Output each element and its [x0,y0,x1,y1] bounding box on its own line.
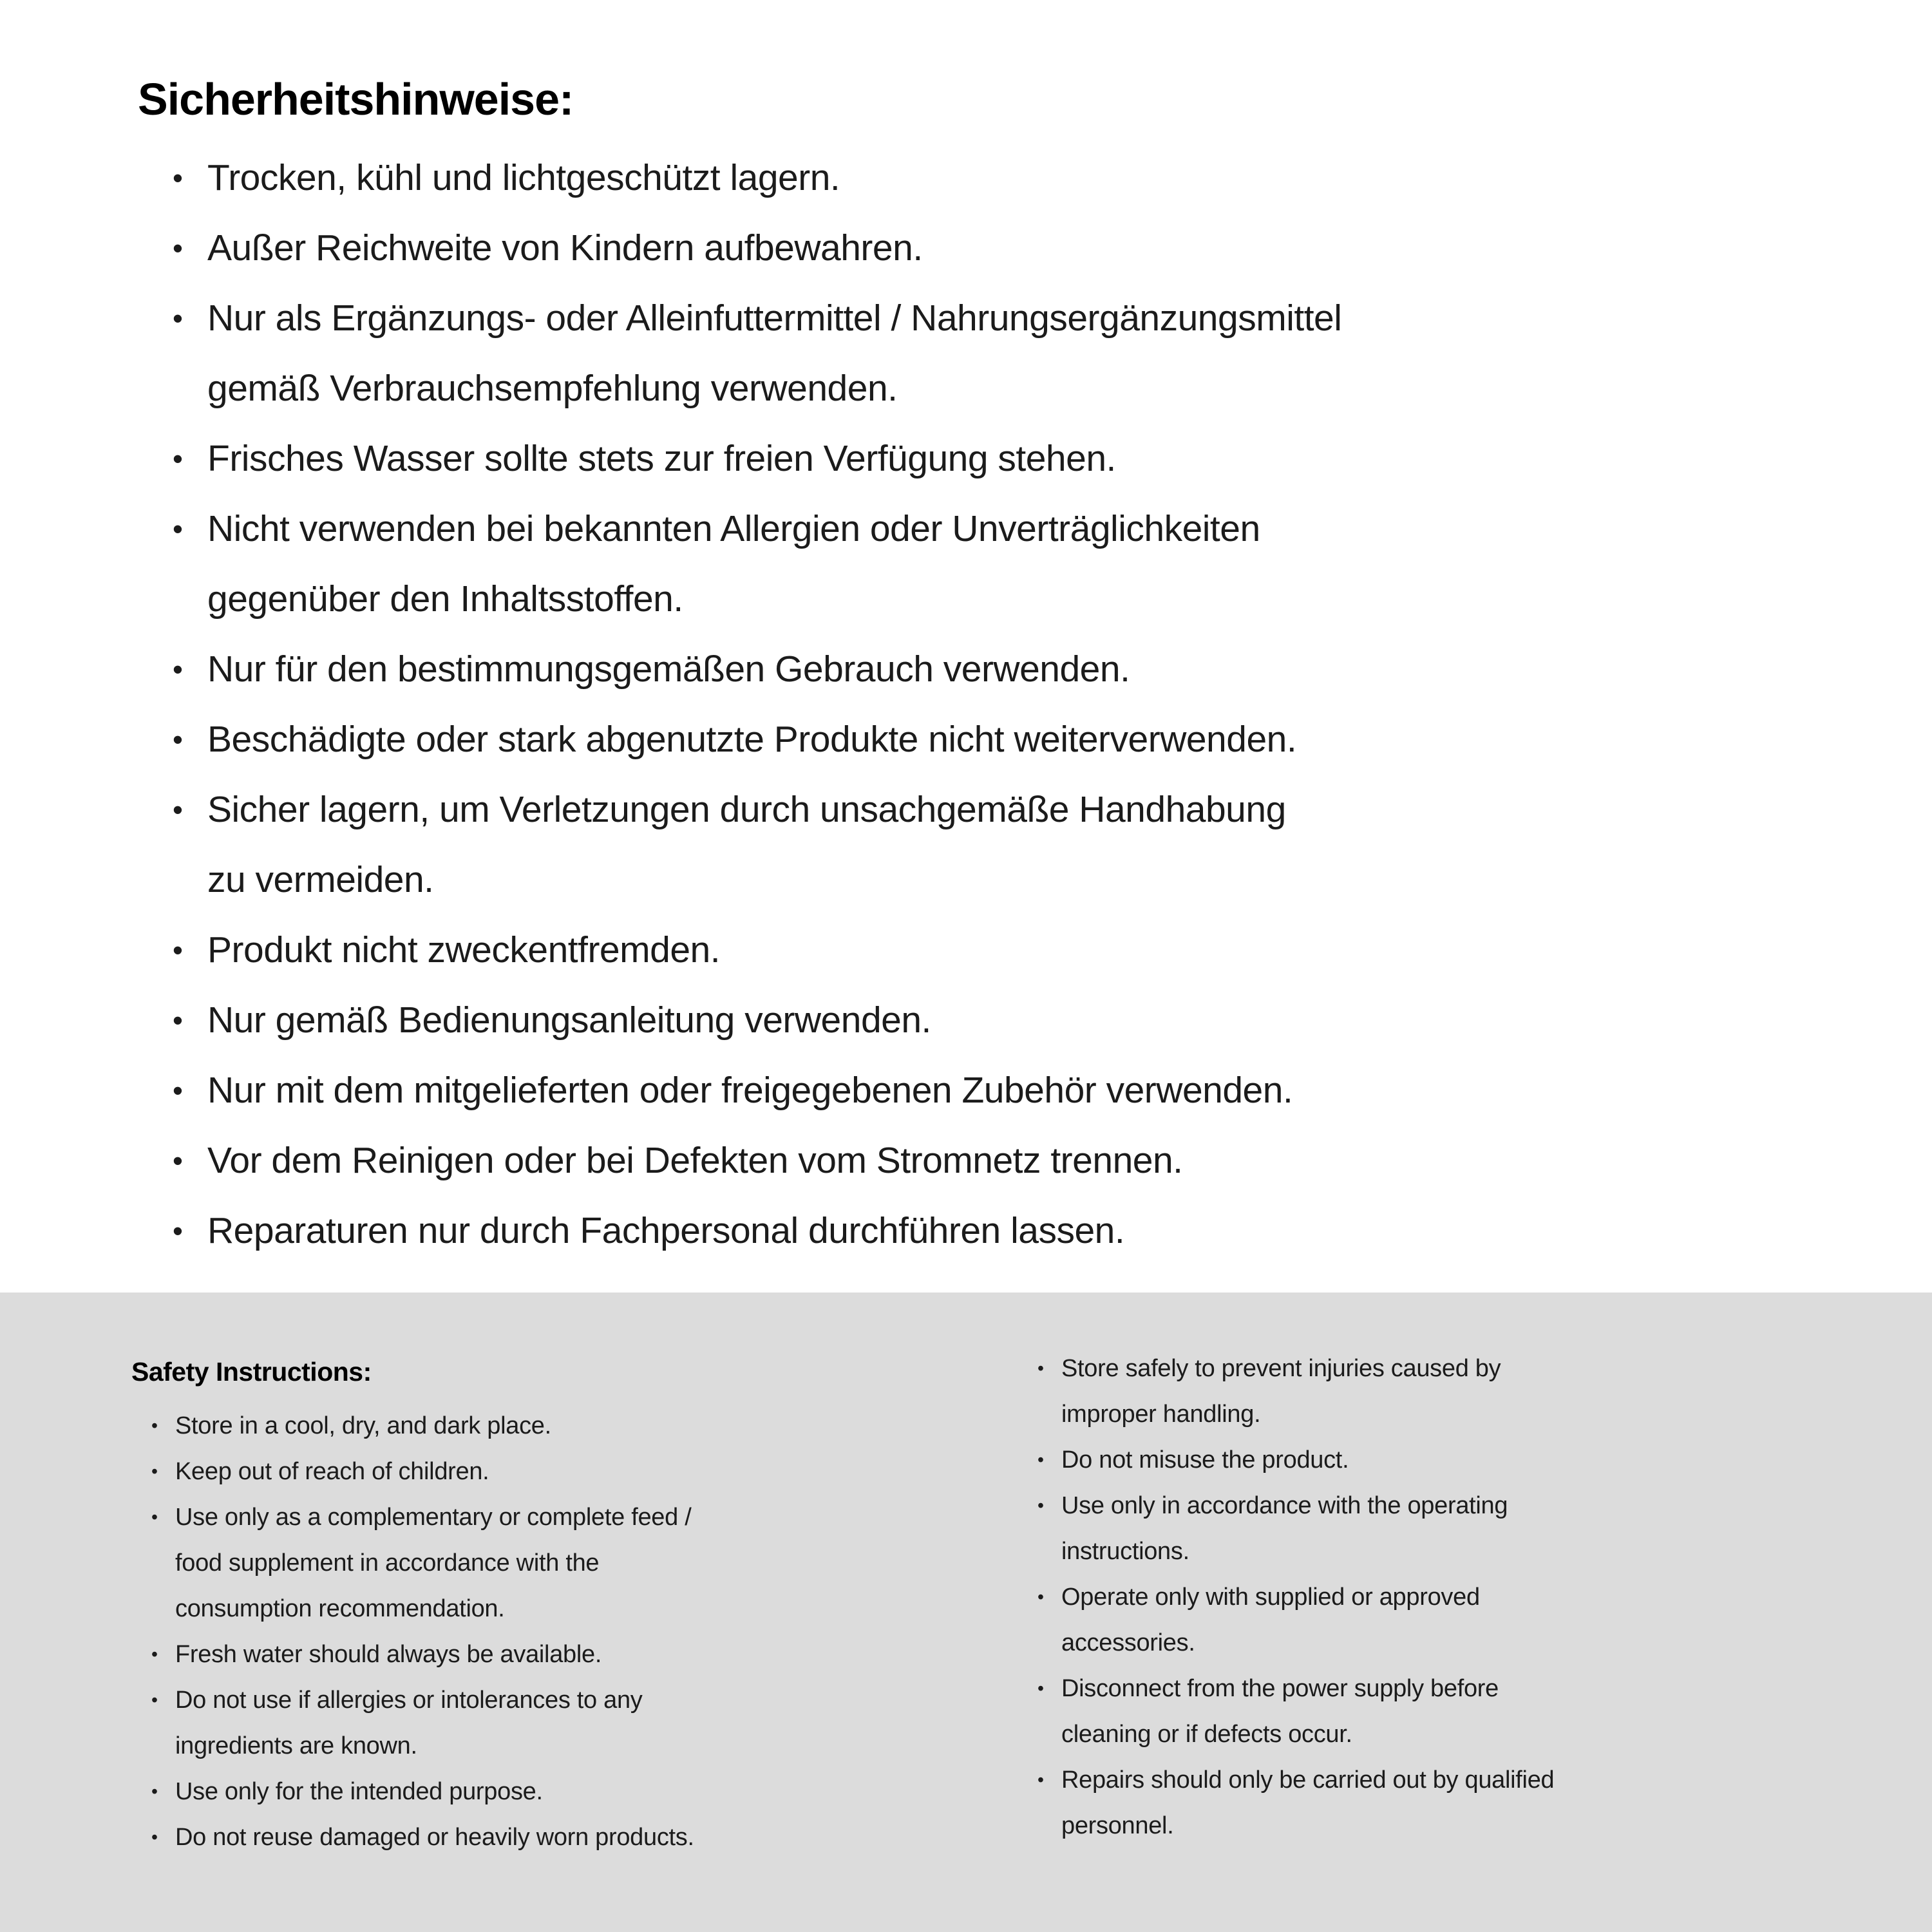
bullet-dot: • [1037,1358,1044,1379]
german-heading: Sicherheitshinweise: [138,74,574,124]
list-item [138,705,1851,775]
list-item [151,1449,1014,1495]
list-item-text: Use only in accordance with the operating instructions. [1061,1492,1508,1565]
english-instructions-list-right [1037,1346,1913,1849]
list-item-text: Do not misuse the product. [1061,1446,1349,1473]
bullet-dot: • [173,1144,183,1177]
english-section-band [0,1293,1932,1932]
list-item-text: Use only as a complementary or complete feed / food supplement in accordance with the consumption recommendation. [175,1504,692,1622]
bullet-dot: • [173,793,183,826]
list-item-text: Disconnect from the power supply before cleaning or if defects occur. [1061,1675,1499,1748]
bullet-dot: • [173,1004,183,1037]
list-item-text: Store in a cool, dry, and dark place. [175,1412,551,1439]
list-item-text: Nur als Ergänzungs- oder Alleinfuttermittel / Nahrungsergänzungsmittel gemäß Verbrauchsempfehlung verwenden. [207,298,1342,409]
bullet-dot: • [1037,1678,1044,1699]
list-item-text: Fresh water should always be available. [175,1641,602,1668]
list-item-text: Frisches Wasser sollte stets zur freien Verfügung stehen. [207,438,1116,479]
bullet-dot: • [173,1215,183,1247]
list-item [1037,1483,1913,1575]
bullet-dot: • [173,653,183,686]
bullet-dot: • [151,1507,158,1528]
list-item [151,1769,1014,1815]
bullet-dot: • [1037,1770,1044,1790]
list-item [138,143,1851,213]
list-item-text: Beschädigte oder stark abgenutzte Produkte nicht weiterverwenden. [207,719,1297,760]
english-right-column [1037,1346,1913,1849]
list-item [138,985,1851,1056]
list-item-text: Keep out of reach of children. [175,1458,489,1485]
bullet-dot: • [1037,1450,1044,1470]
list-item [138,424,1851,494]
list-item-text: Operate only with supplied or approved accessories. [1061,1584,1480,1656]
list-item [138,1126,1851,1196]
bullet-dot: • [173,934,183,967]
list-item-text: Reparaturen nur durch Fachpersonal durchführen lassen. [207,1210,1125,1251]
list-item [151,1678,1014,1769]
list-item [138,775,1851,915]
english-heading: Safety Instructions: [131,1357,372,1387]
list-item [1037,1666,1913,1757]
bullet-dot: • [151,1827,158,1848]
bullet-dot: • [1037,1587,1044,1607]
german-section [138,72,1851,1266]
bullet-dot: • [173,723,183,756]
german-instructions-list [138,143,1851,1266]
bullet-dot: • [151,1644,158,1665]
list-item-text: Sicher lagern, um Verletzungen durch unsachgemäße Handhabung zu vermeiden. [207,789,1286,900]
list-item-text: Do not use if allergies or intolerances to any ingredients are known. [175,1687,643,1759]
list-item [138,283,1851,424]
list-item-text: Trocken, kühl und lichtgeschützt lagern. [207,157,840,198]
list-item-text: Produkt nicht zweckentfremden. [207,929,721,971]
list-item-text: Use only for the intended purpose. [175,1778,543,1805]
bullet-dot: • [151,1690,158,1710]
list-item [138,634,1851,705]
bullet-dot: • [173,442,183,475]
list-item [151,1403,1014,1449]
list-item [1037,1575,1913,1666]
list-item [1037,1346,1913,1437]
bullet-dot: • [1037,1495,1044,1516]
bullet-dot: • [151,1416,158,1436]
list-item-text: Store safely to prevent injuries caused by improper handling. [1061,1355,1501,1428]
list-item-text: Nur für den bestimmungsgemäßen Gebrauch verwenden. [207,649,1130,690]
list-item [138,915,1851,985]
list-item-text: Repairs should only be carried out by qualified personnel. [1061,1766,1555,1839]
english-instructions-list-left [151,1403,1014,1861]
bullet-dot: • [173,162,183,194]
bullet-dot: • [173,302,183,335]
bullet-dot: • [173,232,183,265]
list-item-text: Nicht verwenden bei bekannten Allergien oder Unverträglichkeiten gegenüber den Inhaltsstoffen. [207,508,1260,620]
list-item [151,1495,1014,1632]
list-item [1037,1437,1913,1483]
list-item [138,1196,1851,1266]
list-item-text: Nur gemäß Bedienungsanleitung verwenden. [207,999,931,1041]
list-item [1037,1757,1913,1849]
list-item [138,1056,1851,1126]
bullet-dot: • [151,1461,158,1482]
list-item-text: Do not reuse damaged or heavily worn products. [175,1824,694,1851]
list-item-text: Nur mit dem mitgelieferten oder freigegebenen Zubehör verwenden. [207,1070,1293,1111]
bullet-dot: • [173,513,183,545]
list-item [151,1632,1014,1678]
list-item [138,494,1851,634]
english-left-column [131,1356,1014,1861]
list-item-text: Vor dem Reinigen oder bei Defekten vom Stromnetz trennen. [207,1140,1183,1181]
bullet-dot: • [151,1781,158,1802]
list-item-text: Außer Reichweite von Kindern aufbewahren. [207,227,923,269]
bullet-dot: • [173,1074,183,1107]
list-item [151,1815,1014,1861]
list-item [138,213,1851,283]
